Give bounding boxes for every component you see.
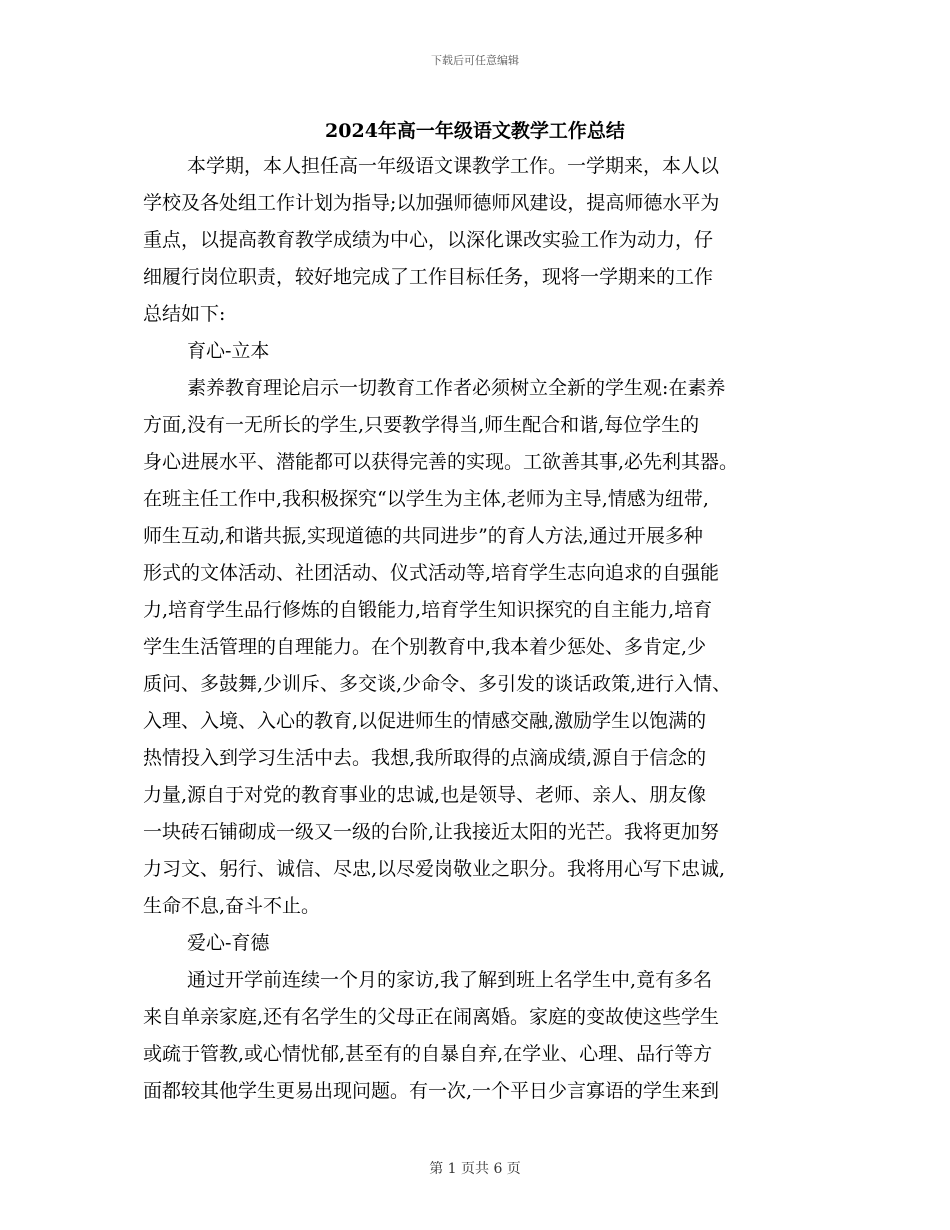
- page-footer: 第 1 页共 6 页: [429, 1161, 521, 1177]
- section-heading: 爱心-育德: [187, 932, 270, 954]
- paragraph-line: 形式的文体活动、社团活动、仪式活动等,培育学生志向追求的自强能: [143, 562, 720, 584]
- paragraph-line: 学生生活管理的自理能力。在个别教育中,我本着少惩处、多肯定,少: [143, 636, 707, 658]
- paragraph-line: 力习文、躬行、诚信、尽忠,以尽爱岗敬业之职分。我将用心写下忠诚,: [143, 858, 726, 880]
- paragraph-line: 重点，以提高教育教学成绩为中心，以深化课改实验工作为动力，仔: [143, 229, 714, 251]
- document-body: [143, 148, 815, 1110]
- paragraph-line: 力,培育学生品行修炼的自锻能力,培育学生知识探究的自主能力,培育: [143, 599, 713, 621]
- paragraph-line: 方面,没有一无所长的学生,只要教学得当,师生配合和谐,每位学生的: [143, 414, 700, 436]
- paragraph-line: 一块砖石铺砌成一级又一级的台阶,让我接近太阳的光芒。我将更加努: [143, 821, 720, 843]
- paragraph-line: 素养教育理论启示一切教育工作者必须树立全新的学生观:在素养: [187, 377, 726, 399]
- page-header: 下载后可任意编辑: [431, 54, 519, 67]
- paragraph-line: 师生互动,和谐共振,实现道德的共同进步”的育人方法,通过开展多种: [143, 525, 703, 547]
- paragraph-line: 质问、多鼓舞,少训斥、多交谈,少命令、多引发的谈话政策,进行入情、: [143, 673, 732, 695]
- paragraph-line: 总结如下:: [143, 303, 226, 325]
- paragraph-line: 在班主任工作中,我积极探究“以学生为主体,老师为主导,情感为纽带,: [143, 488, 709, 510]
- paragraph-line: 身心进展水平、潜能都可以获得完善的实现。工欲善其事,必先利其器。: [143, 451, 739, 473]
- paragraph-line: 来自单亲家庭,还有名学生的父母正在闹离婚。家庭的变故使这些学生: [143, 1006, 720, 1028]
- paragraph-line: 入理、入境、入心的教育,以促进师生的情感交融,激励学生以饱满的: [143, 710, 707, 732]
- paragraph-line: 细履行岗位职责，较好地完成了工作目标任务，现将一学期来的工作: [143, 266, 714, 288]
- document-title: 2024年高一年级语文教学工作总结: [325, 120, 625, 142]
- paragraph-line: 本学期，本人担任高一年级语文课教学工作。一学期来，本人以: [187, 155, 720, 177]
- paragraph-line: 力量,源自于对党的教育事业的忠诚,也是领导、老师、亲人、朋友像: [143, 784, 707, 806]
- paragraph-line: 通过开学前连续一个月的家访,我了解到班上名学生中,竟有多名: [187, 969, 713, 991]
- paragraph-line: 生命不息,奋斗不止。: [143, 895, 321, 917]
- paragraph-line: 学校及各处组工作计划为指导;以加强师德师风建设，提高师德水平为: [143, 192, 720, 214]
- section-heading: 育心-立本: [187, 340, 270, 362]
- paragraph-line: 或疏于管教,或心情忧郁,甚至有的自暴自弃,在学业、心理、品行等方: [143, 1043, 713, 1065]
- paragraph-line: 热情投入到学习生活中去。我想,我所取得的点滴成绩,源自于信念的: [143, 747, 707, 769]
- paragraph-line: 面都较其他学生更易出现问题。有一次,一个平日少言寡语的学生来到: [143, 1080, 720, 1102]
